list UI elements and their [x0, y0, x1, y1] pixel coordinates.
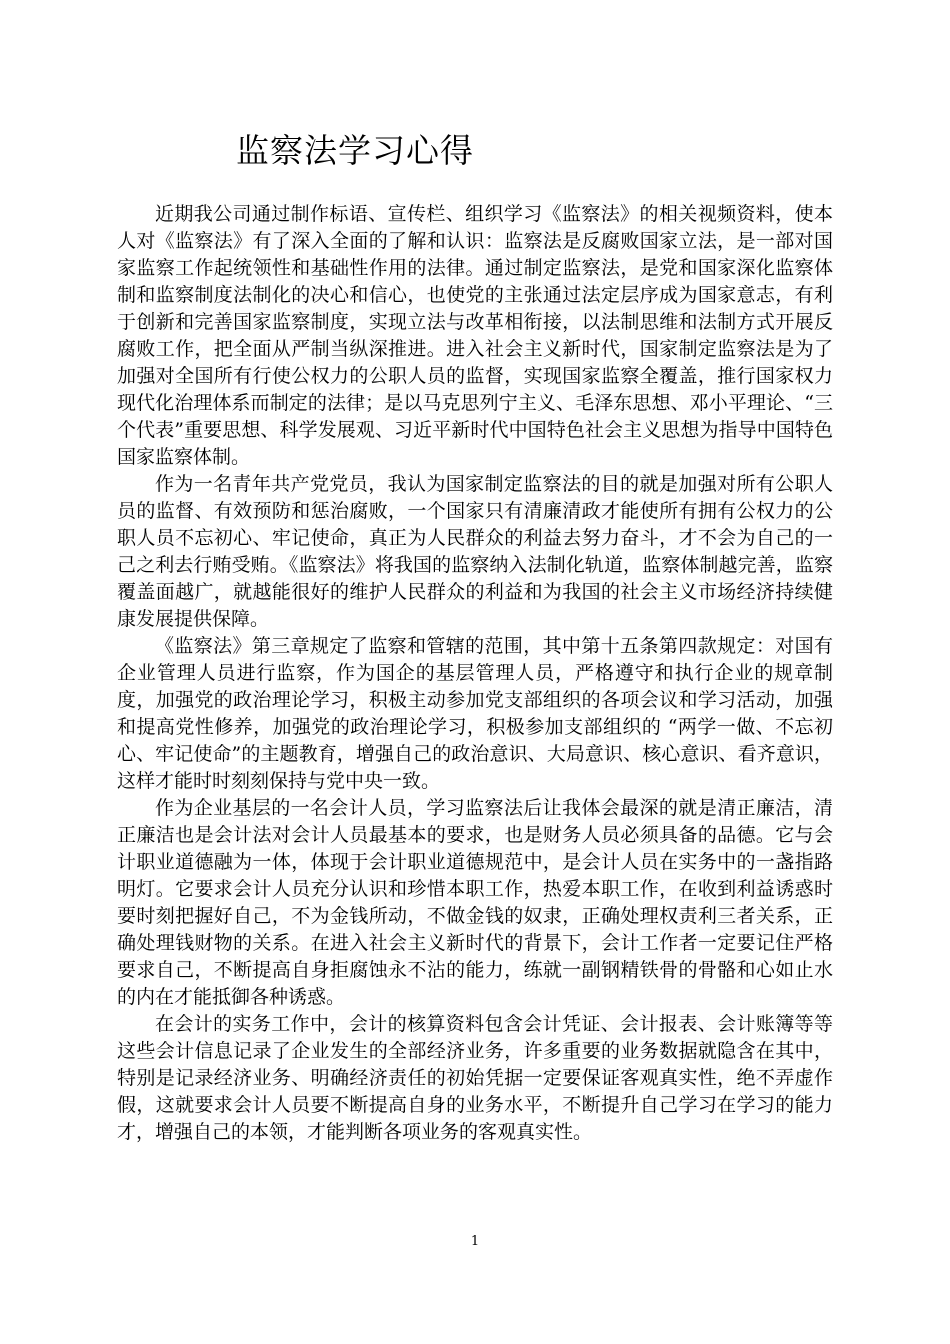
page-number: 1	[470, 1234, 480, 1249]
paragraph-4: 作为企业基层的一名会计人员，学习监察法后让我体会最深的就是清正廉洁，清正廉洁也是会计法对会计人员最基本的要求，也是财务人员必须具备的品德。它与会计职业道德融为一体，体现于会计职业道德规范中，是会计人员在实务中的一盏指路明灯。它要求会计人员充分认识和珍惜本职工作，热爱本职工作，在收到利益诱惑时要时刻把握好自己，不为金钱所动，不做金钱的奴隶，正确处理权责利三者关系，正确处理钱财物的关系。在进入社会主义新时代的背景下，会计工作者一定要记住严格要求自己，不断提高自身拒腐蚀永不沾的能力，练就一副钢精铁骨的骨骼和心如止水的内在才能抵御各种诱惑。	[117, 797, 833, 1008]
paragraph-1: 近期我公司通过制作标语、宣传栏、组织学习《监察法》的相关视频资料，使本人对《监察法》有了深入全面的了解和认识：监察法是反腐败国家立法，是一部对国家监察工作起统领性和基础性作用的法律。通过制定监察法，是党和国家深化监察体制和监察制度法制化的决心和信心，也使党的主张通过法定层序成为国家意志，有利于创新和完善国家监察制度，实现立法与改革相衔接，以法制思维和法制方式开展反腐败工作，把全面从严制当纵深推进。进入社会主义新时代，国家制定监察法是为了加强对全国所有行使公权力的公职人员的监督，实现国家监察全覆盖，推行国家权力现代化治理体系而制定的法律；是以马克思列宁主义、毛泽东思想、邓小平理论、“三个代表”重要思想、科学发展观、习近平新时代中国特色社会主义思想为指导中国特色国家监察体制。	[117, 203, 833, 468]
document-title: 监察法学习心得	[236, 131, 474, 170]
document-body	[117, 201, 833, 1146]
paragraph-2: 作为一名青年共产党党员，我认为国家制定监察法的目的就是加强对所有公职人员的监督、有效预防和惩治腐败，一个国家只有清廉清政才能使所有拥有公权力的公职人员不忘初心、牢记使命，真正为人民群众的利益去努力奋斗，才不会为自己的一己之利去行贿受贿。《监察法》将我国的监察纳入法制化轨道，监察体制越完善，监察覆盖面越广，就越能很好的维护人民群众的利益和为我国的社会主义市场经济持续健康发展提供保障。	[117, 473, 833, 630]
paragraph-3: 《监察法》第三章规定了监察和管辖的范围，其中第十五条第四款规定：对国有企业管理人员进行监察，作为国企的基层管理人员，严格遵守和执行企业的规章制度，加强党的政治理论学习，积极主动参加党支部组织的各项会议和学习活动，加强和提高党性修养，加强党的政治理论学习，积极参加支部组织的 “两学一做、不忘初心、牢记使命”的主题教育，增强自己的政治意识、大局意识、核心意识、看齐意识，这样才能时时刻刻保持与党中央一致。	[117, 635, 833, 792]
paragraph-5: 在会计的实务工作中，会计的核算资料包含会计凭证、会计报表、会计账簿等等这些会计信息记录了企业发生的全部经济业务，许多重要的业务数据就隐含在其中，特别是记录经济业务、明确经济责任的初始凭据一定要保证客观真实性，绝不弄虚作假，这就要求会计人员要不断提高自身的业务水平，不断提升自己学习在学习的能力才，增强自己的本领，才能判断各项业务的客观真实性。	[117, 1013, 833, 1143]
